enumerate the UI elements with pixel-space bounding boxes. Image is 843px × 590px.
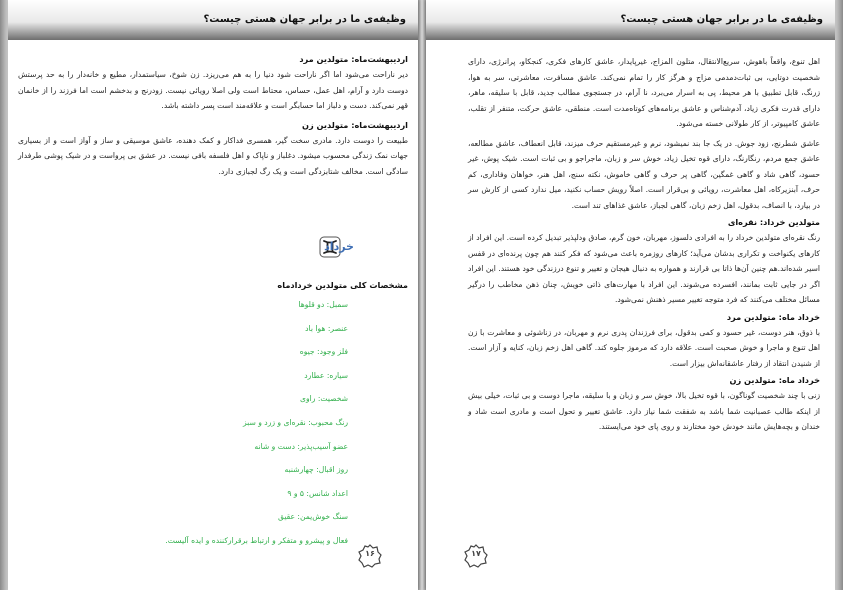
list-item: سنگ خوش‌یمن: عقیق	[277, 512, 348, 522]
list-item: روز اقبال: چهارشنبه	[284, 465, 348, 475]
left-page-header	[8, 0, 418, 40]
section-text: زنی با چند شخصیت گوناگون، با قوه تخیل بالا، خوش سر و زبان و با سلیقه، ماجرا دوست و بی ثبات، خیلی بیش از اینکه طالب عصبانیت شما باشد به شفقت شما نیاز دارد. عاشق تغییر و تحول است و مادری است شاد و خندان و بچه‌هایش مانند خودش خود مختارند و روی پای خود می‌ایستند.	[468, 391, 820, 431]
section-heading: خرداد ماه: متولدین زن	[729, 375, 820, 385]
book-left-edge	[0, 0, 8, 590]
section-heading: متولدین خرداد: نقره‌ای	[727, 217, 820, 227]
page-number: ۱۶	[365, 549, 375, 558]
section-heading: خرداد ماه: متولدین مرد	[726, 311, 820, 322]
right-page-header-title: وظیفه‌ی ما در برابر جهان هستی چیست؟	[620, 14, 823, 25]
page-number-badge	[358, 544, 382, 568]
list-item: فعال و پیشرو و متفکر و ارتباط برقرارکننده و ایده آلیست.	[165, 535, 348, 545]
section-text: رنگ نقره‌ای متولدین خرداد را به افرادی دلسوز، مهربان، خون گرم، صادق ودلپذیر تبدیل کرده است. این افراد از کارهای یکنواخت و تکراری بدشان می‌آید؛ کارهای روزمره باعث می‌شود که فکر کنند هم چون پرنده‌ای در قفس اسیر شده‌اند.هم چنین آن‌ها ذاتا بی قرارند و همواره به دنبال هیجان و تغییر و تنوع درزندگی خود هستند. این افراد اگر در جایی ثابت بمانند، افسرده می‌شوند. این افراد با مهارت‌های ذاتی خویش، چنان ذهن مخاطب را درگیر مسائل مختلف می‌کنند که فرد متوجه تغییر مسیر ذهنش نمی‌شود.	[468, 233, 820, 304]
section-text: دیر ناراحت می‌شود اما اگر ناراحت شود دنیا را به هم می‌ریزد. زن شوخ، سیاستمدار، مطیع و خانه‌دار را به حد پرستش دوست دارد و آرام، اهل عمل، حساس، محتاط است ولی اصلا رویائی نیست. زودرنج و بدخشم است اما فرزند را از خانمان قهر نمی‌کند. دست و دلباز اما حسابگر است و علاقه‌مند است پسر داشته باشد.	[18, 70, 408, 110]
left-page-body	[18, 52, 408, 183]
left-page	[8, 0, 418, 590]
intro-paragraph: اهل تنوع، واقعاً باهوش، سریع‌الانتقال، متلون المزاج، غیرپایدار، عاشق کارهای فکری، کنجکاو، پرانرژی، دارای شخصیت دوتایی، بی ثبات‌دمدمی مزاج و هرگز کار را تمام نمی‌کند. عاشق مسافرت، معاشرتی، سر به هوا، زرنگ، قابل تطبیق با هر محیط، پی به اسرار می‌برد، نا آرام، در جستجوی مطالب جدید، قابل با سلیقه، ماهر، دارای قدرت فکری زیاد، آدم‌شناس و عاشق برنامه‌های کوتاه‌مدت است. منطقی، عاشق حرکت، متنفر از تقلب، عاشق کامپیوتر، از کار طولانی خسته می‌شود.	[468, 57, 820, 128]
section-text: طبیعت را دوست دارد. مادری سخت گیر، همسری فداکار و کمک دهنده، عاشق موسیقی و ساز و آواز است و از بسیاری جهات نمک زندگی محسوب میشود. دغلباز و ناپاک و اهل فلسفه بافی نیست. در عشق بی پروا‌ست و در شیک پوشی طرفدار سادگی است. مخالف شتابزدگی است و یک رگ لجبازی دارد.	[18, 135, 408, 176]
list-item: فلز وجود: جیوه	[299, 347, 348, 357]
list-item: سیاره: عطارد	[304, 370, 348, 380]
section-heading: اردیبهشت‌ماه: متولدین مرد	[299, 54, 408, 64]
characteristics-block	[18, 278, 408, 293]
page-number: ۱۷	[471, 549, 481, 558]
list-item: سمبل: دو قلوها	[298, 300, 348, 309]
list-item: اعداد شانس: ۵ و ۹	[287, 488, 348, 498]
left-page-header-title: وظیفه‌ی ما در برابر جهان هستی چیست؟	[203, 14, 406, 25]
book-right-edge	[835, 0, 843, 590]
right-page	[426, 0, 835, 590]
right-page-header	[426, 0, 835, 40]
list-item: شخصیت: راوی	[300, 394, 348, 404]
right-page-body	[468, 54, 820, 439]
zodiac-title: خرداد	[324, 240, 354, 253]
section-text: با ذوق، هنر دوست، غیر حسود و کمی بدقول، برای فرزندان پدری نرم و مهربان، در زناشوئی و معاشرت با زن اهل تنوع و ماجرا و خوش صحبت است. علاقه دارد که مرموز جلوه کند. گاهی اهل زخم زبان، کنایه و آزار است. از شنیدن انتقاد از رفتار عاشقانه‌اش بیزار است.	[468, 327, 820, 368]
page-number-badge	[464, 544, 488, 568]
list-item: عضو آسیب‌پذیر: دست و شانه	[254, 441, 348, 451]
list-item: عنصر: هوا باد	[305, 323, 348, 333]
characteristics-list	[28, 298, 348, 558]
list-item: رنگ محبوب: نقره‌ای و زرد و سبز	[242, 417, 348, 427]
section-heading: اردیبهشت‌ماه: متولدین زن	[302, 119, 408, 130]
characteristics-heading: مشخصات کلی متولدین خردادماه	[277, 280, 408, 290]
intro-paragraph: عاشق شطرنج، زود جوش. در یک جا بند نمیشود، نرم و غیرمستقیم حرف میزند، قابل انعطاف، عاشق مطالعه، عاشق جمع مردم، رنگارنگ، دارای قوه تخیل زیاد، خوش سر و زبان، ماجراجو و بی ثبات است. شیک پوش، غیر حسود، گاهی شاد و گاهی غمگین، گاهی پر حرف و گاهی خاموش، نکته سنج، اهل هنر، خواهان وفاداری، کم حرف، آبنزیرکاه، اهل معاشرت، رویائی و بی‌قرار است. اصلاً رویش حساب نکنید، میل ندارد کسی از کارش سر در بیارد، با انصاف، بدقول، اهل زخم زبان، گاهی لجباز، عاشق غذاهای تند است.	[468, 138, 820, 210]
